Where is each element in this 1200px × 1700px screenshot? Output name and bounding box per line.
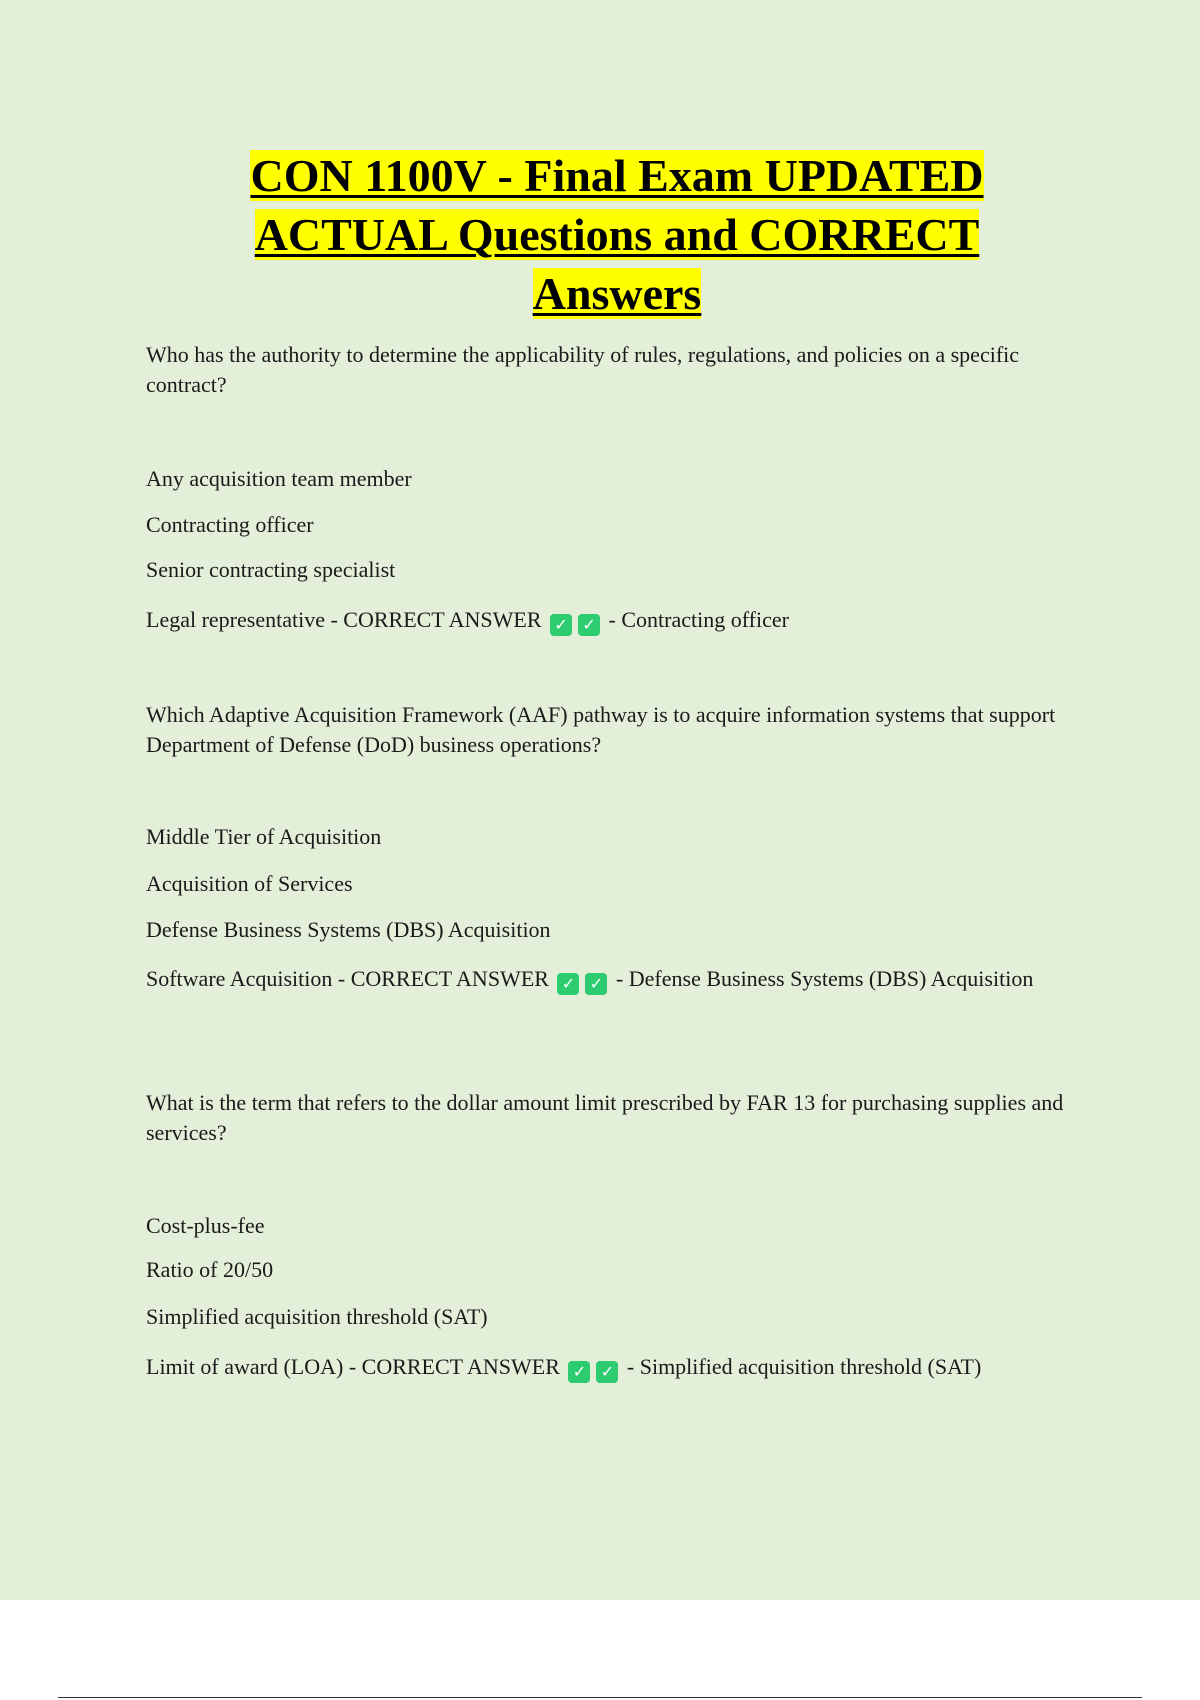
answer-option: Cost-plus-fee (146, 1213, 265, 1238)
answer-prefix: Software Acquisition - CORRECT ANSWER (146, 966, 549, 991)
check-mark-button-icon: ✓ (578, 614, 600, 636)
check-mark-button-icon: ✓ (550, 614, 572, 636)
answer-option: Ratio of 20/50 (146, 1257, 274, 1282)
answer-prefix: Limit of award (LOA) - CORRECT ANSWER (146, 1354, 560, 1379)
correct-answer-line (146, 1352, 1076, 1383)
question-text: Which Adaptive Acquisition Framework (AAF) pathway is to acquire information systems that support Department of Defense (DoD) business operations? (146, 702, 1056, 757)
answer-option: Middle Tier of Acquisition (146, 824, 382, 849)
document-title (0, 146, 1200, 323)
answer-option: Simplified acquisition threshold (SAT) (146, 1304, 488, 1329)
title-line-2: ACTUAL Questions and CORRECT (254, 209, 980, 260)
check-mark-button-icon: ✓ (596, 1361, 618, 1383)
answer-option: Any acquisition team member (146, 466, 412, 491)
answer-suffix: - Simplified acquisition threshold (SAT) (626, 1354, 982, 1379)
check-mark-button-icon: ✓ (585, 973, 607, 995)
answer-option: Senior contracting specialist (146, 557, 396, 582)
answer-suffix: - Contracting officer (608, 607, 789, 632)
question-text: Who has the authority to determine the applicability of rules, regulations, and policies on a specific contract? (146, 342, 1020, 397)
title-line-1: CON 1100V - Final Exam UPDATED (250, 150, 984, 201)
correct-answer-line (146, 964, 1076, 995)
question-text: What is the term that refers to the dollar amount limit prescribed by FAR 13 for purchasing supplies and services? (146, 1090, 1064, 1145)
title-line-3: Answers (532, 268, 702, 319)
footer-divider (58, 1697, 1142, 1698)
answer-option: Defense Business Systems (DBS) Acquisition (146, 917, 551, 942)
answer-option: Acquisition of Services (146, 871, 353, 896)
answer-suffix: - Defense Business Systems (DBS) Acquisition (615, 966, 1034, 991)
check-mark-button-icon: ✓ (568, 1361, 590, 1383)
answer-prefix: Legal representative - CORRECT ANSWER (146, 607, 542, 632)
answer-option: Contracting officer (146, 512, 314, 537)
correct-answer-line (146, 605, 1076, 636)
check-mark-button-icon: ✓ (557, 973, 579, 995)
